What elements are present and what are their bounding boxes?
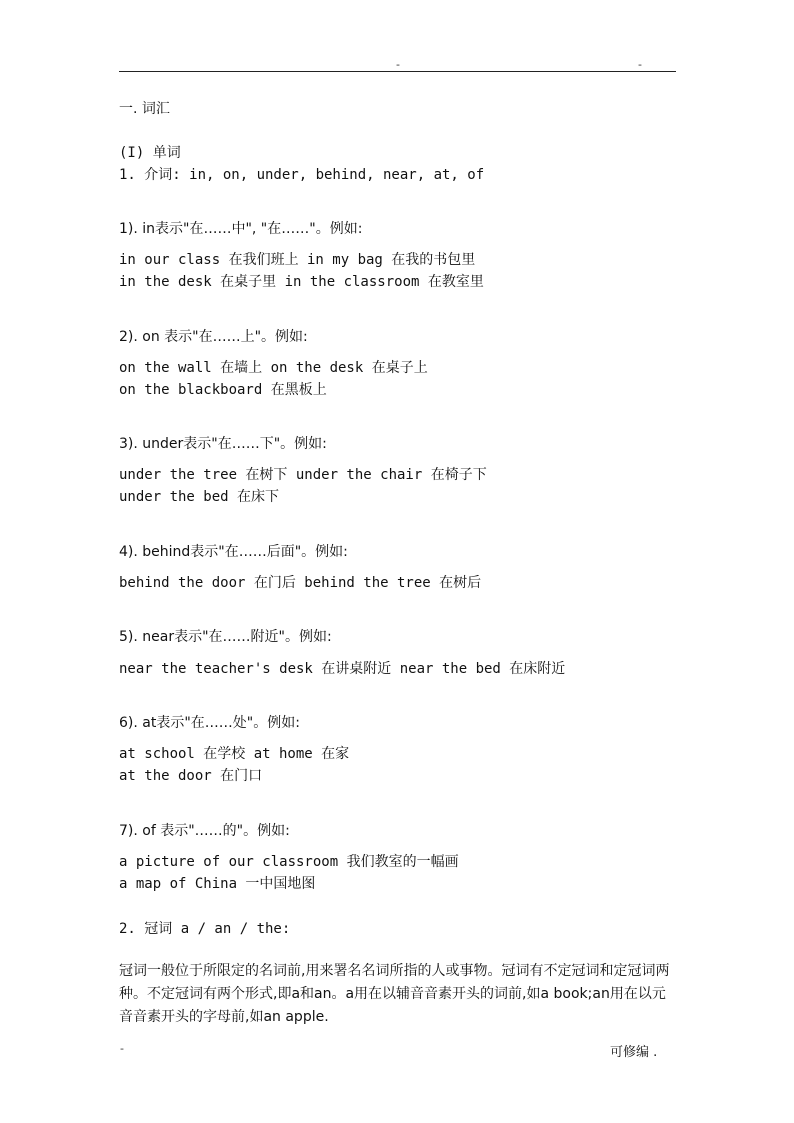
article-paragraph: 冠词一般位于所限定的名词前,用来署名名词所指的人或事物。冠词有不定冠词和定冠词两种。不定冠词有两个形式,即a和an。a用在以辅音音素开头的词前,如a book;an用在以元音音素开头的字母前,如an apple. (119, 963, 670, 1025)
example-line: behind the door 在门后 behind the tree 在树后 (119, 575, 482, 591)
section-title: 一. 词汇 (119, 101, 170, 117)
entry-heading: 3). under表示"在……下"。例如: (119, 436, 327, 452)
item2-heading: 2. 冠词 a / an / the: (119, 921, 291, 937)
subsection-title: (I) 单词 (119, 145, 181, 161)
example-line: under the bed 在床下 (119, 489, 280, 505)
example-line: on the blackboard 在黑板上 (119, 382, 327, 398)
header-rule (119, 71, 676, 72)
entry-heading: 2). on 表示"在……上"。例如: (119, 329, 308, 345)
header-mark-right: - (638, 58, 642, 71)
header-mark-left: - (396, 58, 400, 71)
example-line: at school 在学校 at home 在家 (119, 746, 350, 762)
example-line: on the wall 在墙上 on the desk 在桌子上 (119, 360, 428, 376)
entry-heading: 6). at表示"在……处"。例如: (119, 715, 300, 731)
entry-heading: 7). of 表示"……的"。例如: (119, 823, 290, 839)
example-line: in the desk 在桌子里 in the classroom 在教室里 (119, 274, 484, 290)
footer-label: 可修编 . (610, 1045, 658, 1060)
example-line: a map of China 一中国地图 (119, 876, 316, 892)
footer-mark-left: - (120, 1042, 124, 1055)
entry-heading: 5). near表示"在……附近"。例如: (119, 629, 332, 645)
example-line: under the tree 在树下 under the chair 在椅子下 (119, 467, 487, 483)
entry-heading: 4). behind表示"在……后面"。例如: (119, 544, 348, 560)
example-line: at the door 在门口 (119, 768, 263, 784)
example-line: near the teacher's desk 在讲桌附近 near the bed 在床附近 (119, 661, 566, 677)
example-line: in our class 在我们班上 in my bag 在我的书包里 (119, 252, 476, 268)
example-line: a picture of our classroom 我们教室的一幅画 (119, 854, 459, 870)
entry-heading: 1). in表示"在……中", "在……"。例如: (119, 221, 363, 237)
item1-heading: 1. 介词: in, on, under, behind, near, at, of (119, 167, 485, 183)
